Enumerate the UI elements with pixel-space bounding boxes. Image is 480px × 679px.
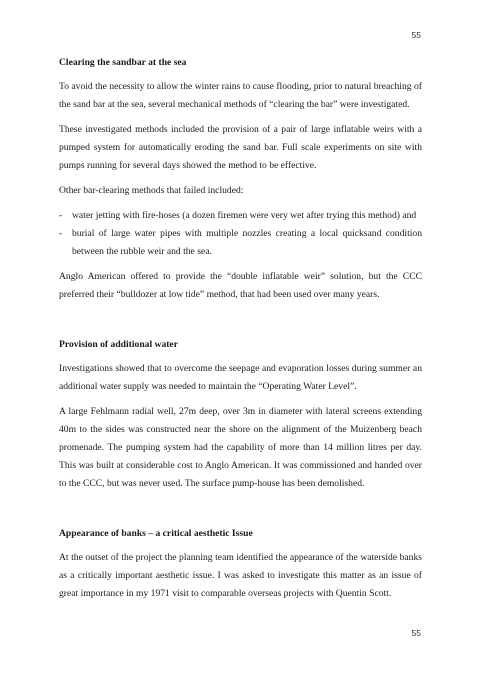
section-heading: Provision of additional water <box>59 339 178 350</box>
paragraph: These investigated methods included the provision of a pair of large inflatable weirs with a pumped system for automatically eroding the sand bar. Full scale experiments on site with pumps running for several days showed the method to be effective. <box>59 124 422 171</box>
section-spacer <box>59 311 422 338</box>
paragraph: A large Fehlmann radial well, 27m deep, over 3m in diameter with lateral screens extending 40m to the sides was constructed near the shore on the alignment of the Muizenberg beach promenade. The pumping system had the capability of more than 14 million litres per day. This was built at considerable cost to Anglo American. It was commissioned and handed over to the CCC, but was never used. The surface pump-house has been demolished. <box>59 406 422 489</box>
section-appearance-of-banks <box>59 527 422 603</box>
page-number-top: 55 <box>411 30 421 40</box>
failed-methods-list <box>59 207 422 261</box>
paragraph: Investigations showed that to overcome the seepage and evaporation losses during summer an additional water supply was needed to maintain the “Operating Water Level”. <box>59 363 422 392</box>
list-marker: - <box>59 210 63 221</box>
paragraph: At the outset of the project the planning team identified the appearance of the waterside banks as a critically important aesthetic issue. I was asked to investigate this matter as an issue of great importance in my 1971 visit to comparable overseas projects with Quentin Scott. <box>59 552 422 599</box>
list-item <box>59 225 422 261</box>
section-additional-water <box>59 338 422 493</box>
section-clearing-sandbar <box>59 56 422 304</box>
list-item-text: burial of large water pipes with multiple nozzles creating a local quicksand condition between the rubble weir and the sea. <box>72 228 422 257</box>
section-spacer <box>59 500 422 527</box>
paragraph: Other bar-clearing methods that failed included: <box>59 185 244 196</box>
section-heading: Appearance of banks – a critical aesthetic Issue <box>59 528 253 539</box>
section-heading: Clearing the sandbar at the sea <box>59 57 187 68</box>
list-item-text: water jetting with fire-hoses (a dozen firemen were very wet after trying this method) and <box>72 210 417 221</box>
paragraph: To avoid the necessity to allow the winter rains to cause flooding, prior to natural breaching of the sand bar at the sea, several mechanical methods of “clearing the bar” were investigated. <box>59 81 422 110</box>
list-item <box>59 207 422 225</box>
paragraph: Anglo American offered to provide the “double inflatable weir” solution, but the CCC preferred their “bulldozer at low tide” method, that had been used over many years. <box>59 271 422 300</box>
page-number-bottom: 55 <box>411 628 421 638</box>
list-marker: - <box>59 228 63 239</box>
document-body <box>59 56 422 610</box>
